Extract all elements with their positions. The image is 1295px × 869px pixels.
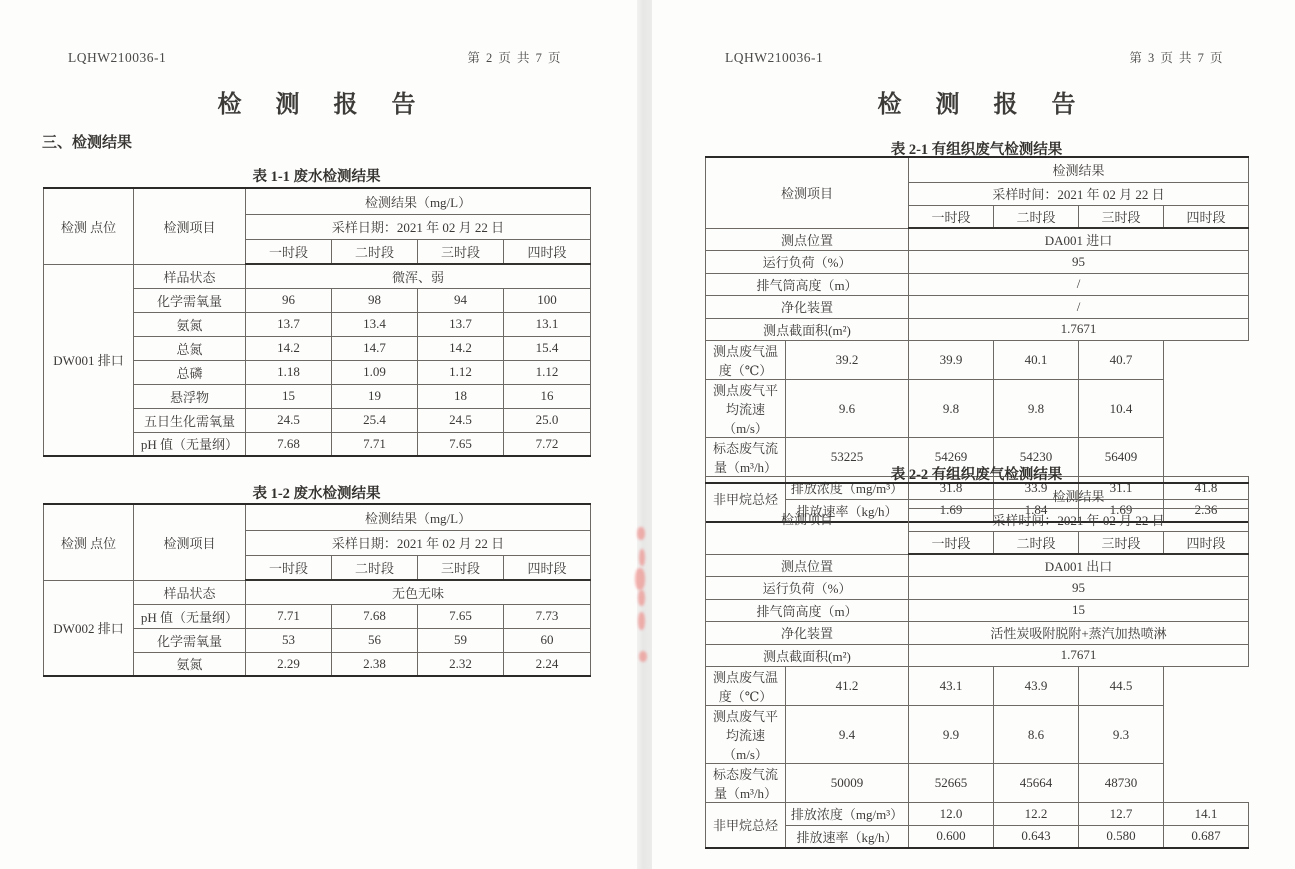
- result-header-cell: 检测结果（mg/L）: [246, 188, 591, 214]
- parameter-label-cell: 净化装置: [706, 622, 909, 645]
- table-caption: 表 1-2 废水检测结果: [252, 486, 381, 502]
- merged-value-cell: 95: [909, 577, 1249, 600]
- red-scan-mark: [635, 568, 645, 590]
- red-scan-mark: [639, 549, 645, 566]
- parameter-label-cell: 五日生化需氧量: [134, 408, 246, 432]
- table-row: [706, 251, 1249, 274]
- data-value-cell: 1.09: [332, 360, 418, 384]
- data-value-cell: 50009: [786, 764, 909, 803]
- red-scan-mark: [638, 590, 645, 606]
- parameter-label-cell: 测点废气平均流速（m/s）: [706, 380, 786, 438]
- parameter-label-cell: 排放浓度（mg/m³）: [786, 477, 909, 500]
- data-value-cell: 8.6: [994, 706, 1079, 764]
- parameter-label-cell: pH 值（无量纲）: [134, 432, 246, 456]
- table-row: [706, 644, 1249, 667]
- merged-value-cell: DA001 进口: [909, 228, 1249, 251]
- parameter-label-cell: 测点废气温度（℃）: [706, 341, 786, 380]
- sampling-date-cell: 采样日期：2021 年 02 月 22 日: [246, 214, 591, 239]
- data-value-cell: 2.38: [332, 652, 418, 676]
- table-row: [706, 803, 1249, 826]
- parameter-label-cell: 氨氮: [134, 652, 246, 676]
- parameter-label-cell: 测点废气平均流速（m/s）: [706, 706, 786, 764]
- data-value-cell: 12.2: [994, 803, 1079, 826]
- data-value-cell: 48730: [1079, 764, 1164, 803]
- parameter-group-cell: 非甲烷总烃: [706, 477, 786, 522]
- table-row: [706, 157, 1249, 182]
- parameter-label-cell: 总氮: [134, 336, 246, 360]
- period-header-cell: 四时段: [504, 555, 591, 580]
- item-column-header: 检测项目: [706, 157, 909, 228]
- data-value-cell: 13.7: [418, 312, 504, 336]
- sampling-date-cell: 采样时间：2021 年 02 月 22 日: [909, 508, 1249, 531]
- parameter-label-cell: 排气筒高度（m）: [706, 599, 909, 622]
- parameter-label-cell: 排放速率（kg/h）: [786, 499, 909, 522]
- parameter-label-cell: 氨氮: [134, 312, 246, 336]
- doc-number: LQHW210036-1: [725, 50, 824, 65]
- data-value-cell: 31.8: [909, 477, 994, 500]
- table-row: [706, 706, 1249, 764]
- data-value-cell: 24.5: [246, 408, 332, 432]
- page-gutter: [637, 0, 652, 869]
- parameter-label-cell: 化学需氧量: [134, 628, 246, 652]
- data-value-cell: 41.8: [1164, 477, 1249, 500]
- data-value-cell: 13.7: [246, 312, 332, 336]
- page-title: 检 测 报 告: [217, 92, 430, 118]
- data-value-cell: 2.29: [246, 652, 332, 676]
- parameter-label-cell: pH 值（无量纲）: [134, 604, 246, 628]
- data-value-cell: 96: [246, 288, 332, 312]
- data-value-cell: 39.2: [786, 341, 909, 380]
- merged-value-cell: /: [909, 273, 1249, 296]
- data-value-cell: 43.1: [909, 667, 994, 706]
- data-value-cell: 7.68: [246, 432, 332, 456]
- table-row: [44, 264, 591, 288]
- period-header-cell: 四时段: [1164, 531, 1249, 554]
- table-row: [44, 188, 591, 214]
- data-value-cell: 40.7: [1079, 341, 1164, 380]
- parameter-label-cell: 测点截面积(m²): [706, 644, 909, 667]
- data-value-cell: 9.3: [1079, 706, 1164, 764]
- item-column-header: 检测项目: [134, 188, 246, 264]
- table-row: [706, 825, 1249, 848]
- period-header-cell: 一时段: [909, 205, 994, 228]
- table-row: [706, 622, 1249, 645]
- period-header-cell: 三时段: [418, 239, 504, 264]
- data-value-cell: 7.65: [418, 432, 504, 456]
- data-value-cell: 2.32: [418, 652, 504, 676]
- data-value-cell: 14.2: [418, 336, 504, 360]
- monitoring-point-cell: DW002 排口: [44, 580, 134, 676]
- table-row: [706, 667, 1249, 706]
- period-header-cell: 二时段: [332, 239, 418, 264]
- parameter-label-cell: 测点截面积(m²): [706, 318, 909, 341]
- table-row: [706, 296, 1249, 319]
- data-value-cell: 25.0: [504, 408, 591, 432]
- wastewater-results-table-1-2: [43, 503, 591, 677]
- merged-value-cell: 1.7671: [909, 644, 1249, 667]
- period-header-cell: 一时段: [246, 555, 332, 580]
- data-value-cell: 14.7: [332, 336, 418, 360]
- data-value-cell: 60: [504, 628, 591, 652]
- data-value-cell: 56409: [1079, 438, 1164, 477]
- data-value-cell: 12.7: [1079, 803, 1164, 826]
- parameter-label-cell: 运行负荷（%）: [706, 251, 909, 274]
- parameter-label-cell: 测点位置: [706, 228, 909, 251]
- period-header-cell: 三时段: [1079, 531, 1164, 554]
- data-value-cell: 24.5: [418, 408, 504, 432]
- data-value-cell: 53: [246, 628, 332, 652]
- data-value-cell: 52665: [909, 764, 994, 803]
- data-value-cell: 100: [504, 288, 591, 312]
- table-row: [706, 483, 1249, 508]
- sampling-date-cell: 采样时间：2021 年 02 月 22 日: [909, 182, 1249, 205]
- data-value-cell: 56: [332, 628, 418, 652]
- table-row: [706, 554, 1249, 577]
- table-row: [706, 228, 1249, 251]
- parameter-label-cell: 总磷: [134, 360, 246, 384]
- data-value-cell: 1.12: [418, 360, 504, 384]
- data-value-cell: 0.580: [1079, 825, 1164, 848]
- data-value-cell: 1.18: [246, 360, 332, 384]
- merged-value-cell: DA001 出口: [909, 554, 1249, 577]
- table-row: [706, 380, 1249, 438]
- period-header-cell: 一时段: [909, 531, 994, 554]
- merged-value-cell: 微浑、弱: [246, 264, 591, 288]
- parameter-label-cell: 标态废气流量（m³/h）: [706, 438, 786, 477]
- parameter-label-cell: 样品状态: [134, 264, 246, 288]
- parameter-label-cell: 测点位置: [706, 554, 909, 577]
- doc-number: LQHW210036-1: [68, 50, 167, 65]
- page-header: [705, 48, 1248, 66]
- table-row: [706, 764, 1249, 803]
- table-row: [44, 504, 591, 530]
- data-value-cell: 15.4: [504, 336, 591, 360]
- parameter-label-cell: 排放速率（kg/h）: [786, 825, 909, 848]
- data-value-cell: 1.69: [1079, 499, 1164, 522]
- table-row: [706, 341, 1249, 380]
- page-number-indicator: 第 2 页 共 7 页: [467, 51, 562, 65]
- data-value-cell: 9.4: [786, 706, 909, 764]
- data-value-cell: 0.643: [994, 825, 1079, 848]
- data-value-cell: 44.5: [1079, 667, 1164, 706]
- data-value-cell: 1.69: [909, 499, 994, 522]
- page-header: [43, 48, 590, 66]
- data-value-cell: 33.9: [994, 477, 1079, 500]
- data-value-cell: 40.1: [994, 341, 1079, 380]
- parameter-label-cell: 排气筒高度（m）: [706, 273, 909, 296]
- data-value-cell: 98: [332, 288, 418, 312]
- page-title: 检 测 报 告: [877, 92, 1090, 118]
- period-header-cell: 三时段: [418, 555, 504, 580]
- data-value-cell: 0.600: [909, 825, 994, 848]
- data-value-cell: 15: [246, 384, 332, 408]
- data-value-cell: 13.1: [504, 312, 591, 336]
- parameter-label-cell: 测点废气温度（℃）: [706, 667, 786, 706]
- merged-value-cell: 15: [909, 599, 1249, 622]
- data-value-cell: 9.9: [909, 706, 994, 764]
- data-value-cell: 0.687: [1164, 825, 1249, 848]
- data-value-cell: 39.9: [909, 341, 994, 380]
- merged-value-cell: 95: [909, 251, 1249, 274]
- red-scan-mark: [638, 612, 645, 630]
- data-value-cell: 7.73: [504, 604, 591, 628]
- data-value-cell: 9.8: [909, 380, 994, 438]
- merged-value-cell: /: [909, 296, 1249, 319]
- merged-value-cell: 无色无味: [246, 580, 591, 604]
- parameter-label-cell: 样品状态: [134, 580, 246, 604]
- data-value-cell: 54230: [994, 438, 1079, 477]
- red-scan-mark: [637, 527, 645, 540]
- data-value-cell: 7.68: [332, 604, 418, 628]
- data-value-cell: 1.84: [994, 499, 1079, 522]
- item-column-header: 检测项目: [134, 504, 246, 580]
- data-value-cell: 12.0: [909, 803, 994, 826]
- data-value-cell: 31.1: [1079, 477, 1164, 500]
- table-caption: 表 2-2 有组织废气检测结果: [890, 467, 1063, 483]
- table-caption: 表 1-1 废水检测结果: [252, 169, 381, 185]
- page-number-indicator: 第 3 页 共 7 页: [1129, 51, 1224, 65]
- monitoring-point-cell: DW001 排口: [44, 264, 134, 456]
- data-value-cell: 2.24: [504, 652, 591, 676]
- data-value-cell: 54269: [909, 438, 994, 477]
- data-value-cell: 14.1: [1164, 803, 1249, 826]
- data-value-cell: 18: [418, 384, 504, 408]
- table-row: [44, 580, 591, 604]
- data-value-cell: 7.65: [418, 604, 504, 628]
- period-header-cell: 二时段: [994, 531, 1079, 554]
- parameter-label-cell: 运行负荷（%）: [706, 577, 909, 600]
- data-value-cell: 7.71: [332, 432, 418, 456]
- result-header-cell: 检测结果（mg/L）: [246, 504, 591, 530]
- period-header-cell: 二时段: [994, 205, 1079, 228]
- table-row: [706, 318, 1249, 341]
- data-value-cell: 94: [418, 288, 504, 312]
- report-page-2: [0, 0, 637, 869]
- data-value-cell: 41.2: [786, 667, 909, 706]
- red-scan-mark: [639, 651, 647, 662]
- report-page-3: [652, 0, 1295, 869]
- corner-header-cell: 检测 点位: [44, 504, 134, 580]
- data-value-cell: 2.36: [1164, 499, 1249, 522]
- parameter-label-cell: 净化装置: [706, 296, 909, 319]
- data-value-cell: 59: [418, 628, 504, 652]
- period-header-cell: 二时段: [332, 555, 418, 580]
- parameter-label-cell: 排放浓度（mg/m³）: [786, 803, 909, 826]
- parameter-label-cell: 悬浮物: [134, 384, 246, 408]
- result-header-cell: 检测结果: [909, 157, 1249, 182]
- data-value-cell: 43.9: [994, 667, 1079, 706]
- data-value-cell: 1.12: [504, 360, 591, 384]
- data-value-cell: 7.71: [246, 604, 332, 628]
- merged-value-cell: 活性炭吸附脱附+蒸汽加热喷淋: [909, 622, 1249, 645]
- data-value-cell: 14.2: [246, 336, 332, 360]
- data-value-cell: 19: [332, 384, 418, 408]
- result-header-cell: 检测结果: [909, 483, 1249, 508]
- period-header-cell: 四时段: [504, 239, 591, 264]
- period-header-cell: 四时段: [1164, 205, 1249, 228]
- parameter-label-cell: 标态废气流量（m³/h）: [706, 764, 786, 803]
- parameter-group-cell: 非甲烷总烃: [706, 803, 786, 848]
- data-value-cell: 9.6: [786, 380, 909, 438]
- data-value-cell: 7.72: [504, 432, 591, 456]
- data-value-cell: 53225: [786, 438, 909, 477]
- item-column-header: 检测项目: [706, 483, 909, 554]
- period-header-cell: 三时段: [1079, 205, 1164, 228]
- corner-header-cell: 检测 点位: [44, 188, 134, 264]
- table-row: [706, 599, 1249, 622]
- merged-value-cell: 1.7671: [909, 318, 1249, 341]
- data-value-cell: 45664: [994, 764, 1079, 803]
- sampling-date-cell: 采样日期：2021 年 02 月 22 日: [246, 530, 591, 555]
- data-value-cell: 16: [504, 384, 591, 408]
- parameter-label-cell: 化学需氧量: [134, 288, 246, 312]
- wastewater-results-table-1-1: [43, 187, 591, 457]
- data-value-cell: 10.4: [1079, 380, 1164, 438]
- table-row: [706, 577, 1249, 600]
- table-row: [706, 273, 1249, 296]
- data-value-cell: 25.4: [332, 408, 418, 432]
- section-heading: 三、检测结果: [42, 135, 133, 151]
- data-value-cell: 13.4: [332, 312, 418, 336]
- gas-results-table-2-2: [705, 482, 1249, 849]
- table-caption: 表 2-1 有组织废气检测结果: [890, 142, 1063, 158]
- data-value-cell: 9.8: [994, 380, 1079, 438]
- period-header-cell: 一时段: [246, 239, 332, 264]
